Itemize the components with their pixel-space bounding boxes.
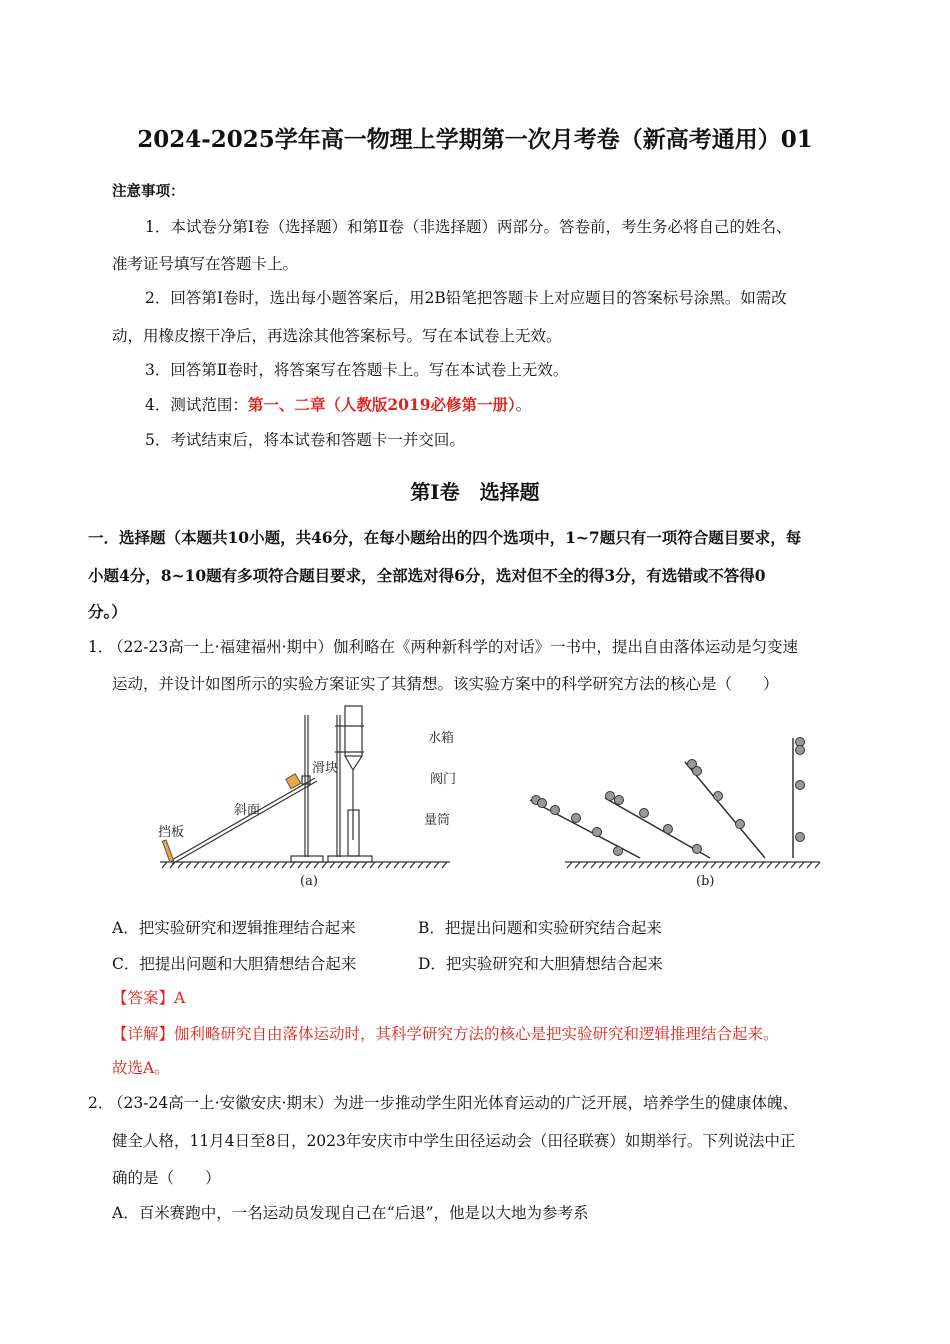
question-2-stem-cont-2: 确的是（ ） (112, 1169, 221, 1187)
notice-item-2-cont: 动，用橡皮擦干净后，再选涂其他答案标号。写在本试卷上无效。 (112, 327, 562, 345)
label-slider: 滑块 (312, 761, 339, 776)
question-2-option-a: A．百米赛跑中，一名运动员发现自己在“后退”，他是以大地为参考系 (112, 1204, 589, 1222)
notice-heading: 注意事项： (112, 183, 185, 200)
notice-item-1-cont: 准考证号填写在答题卡上。 (112, 255, 299, 273)
answer: 【答案】A (112, 989, 186, 1007)
notice-item-3: 3．回答第Ⅱ卷时，将答案写在答题卡上。写在本试卷上无效。 (145, 361, 569, 379)
ground-hatch-a (162, 862, 447, 868)
label-tank: 水箱 (428, 731, 455, 746)
section-intro-2: 小题4分，8~10题有多项符合题目要求，全部选对得6分，选对但不全的得3分，有选错或不答得0 (88, 566, 766, 585)
option-a: A．把实验研究和逻辑推理结合起来 (112, 919, 356, 937)
option-b: B．把提出问题和实验研究结合起来 (418, 919, 662, 937)
label-incline: 斜面 (234, 803, 261, 818)
notice-item-1: 1．本试卷分第Ⅰ卷（选择题）和第Ⅱ卷（非选择题）两部分。答卷前，考生务必将自己的姓名、 (145, 218, 792, 236)
label-a: (a) (300, 874, 318, 889)
notice-item-5: 5．考试结束后，将本试卷和答题卡一并交回。 (145, 431, 465, 449)
test-range: 第一、二章（人教版2019必修第一册） (247, 395, 516, 414)
notice-item-4-suffix: 。 (515, 396, 532, 414)
notice-item-4 (145, 395, 531, 415)
page-title: 2024-2025学年高一物理上学期第一次月考卷（新高考通用）01 (137, 126, 813, 153)
question-1-number: 1． (88, 638, 114, 656)
section-title: 第Ⅰ卷 选择题 (410, 480, 540, 504)
section-intro-3: 分。） (88, 602, 127, 621)
balls (532, 738, 805, 856)
question-1-figure (150, 700, 830, 900)
ground-hatch-b (567, 862, 820, 868)
question-1-stem: （22-23高一上·福建福州·期中）伽利略在《两种新科学的对话》一书中，提出自由落体运动是匀变速 (108, 638, 799, 656)
question-2-number: 2． (88, 1094, 114, 1112)
label-baffle: 挡板 (158, 825, 185, 840)
answer-conclusion: 故选A。 (112, 1059, 170, 1077)
notice-item-4-prefix: 4．测试范围： (145, 396, 248, 414)
baffle (162, 840, 173, 862)
slider-block (286, 774, 301, 789)
question-2-stem-cont: 健全人格，11月4日至8日，2023年安庆市中学生田径运动会（田径联赛）如期举行。下列说法中正 (112, 1132, 796, 1150)
option-c: C．把提出问题和大胆猜想结合起来 (112, 955, 357, 973)
answer-detail: 【详解】伽利略研究自由落体运动时，其科学研究方法的核心是把实验研究和逻辑推理结合起来。 (112, 1025, 779, 1043)
label-valve: 阀门 (430, 772, 457, 787)
question-2-stem: （23-24高一上·安徽安庆·期末）为进一步推动学生阳光体育运动的广泛开展，培养学生的健康体魄、 (108, 1094, 799, 1112)
label-cylinder: 量筒 (424, 813, 451, 828)
label-b: (b) (696, 874, 715, 889)
section-intro-1: 一．选择题（本题共10小题，共46分，在每小题给出的四个选项中，1~7题只有一项符合题目要求，每 (88, 528, 802, 547)
question-1-stem-cont: 运动，并设计如图所示的实验方案证实了其猜想。该实验方案中的科学研究方法的核心是（ ） (112, 675, 779, 693)
option-d: D．把实验研究和大胆猜想结合起来 (418, 955, 663, 973)
notice-item-2: 2．回答第Ⅰ卷时，选出每小题答案后，用2B铅笔把答题卡上对应题目的答案标号涂黑。如需改 (145, 289, 787, 307)
